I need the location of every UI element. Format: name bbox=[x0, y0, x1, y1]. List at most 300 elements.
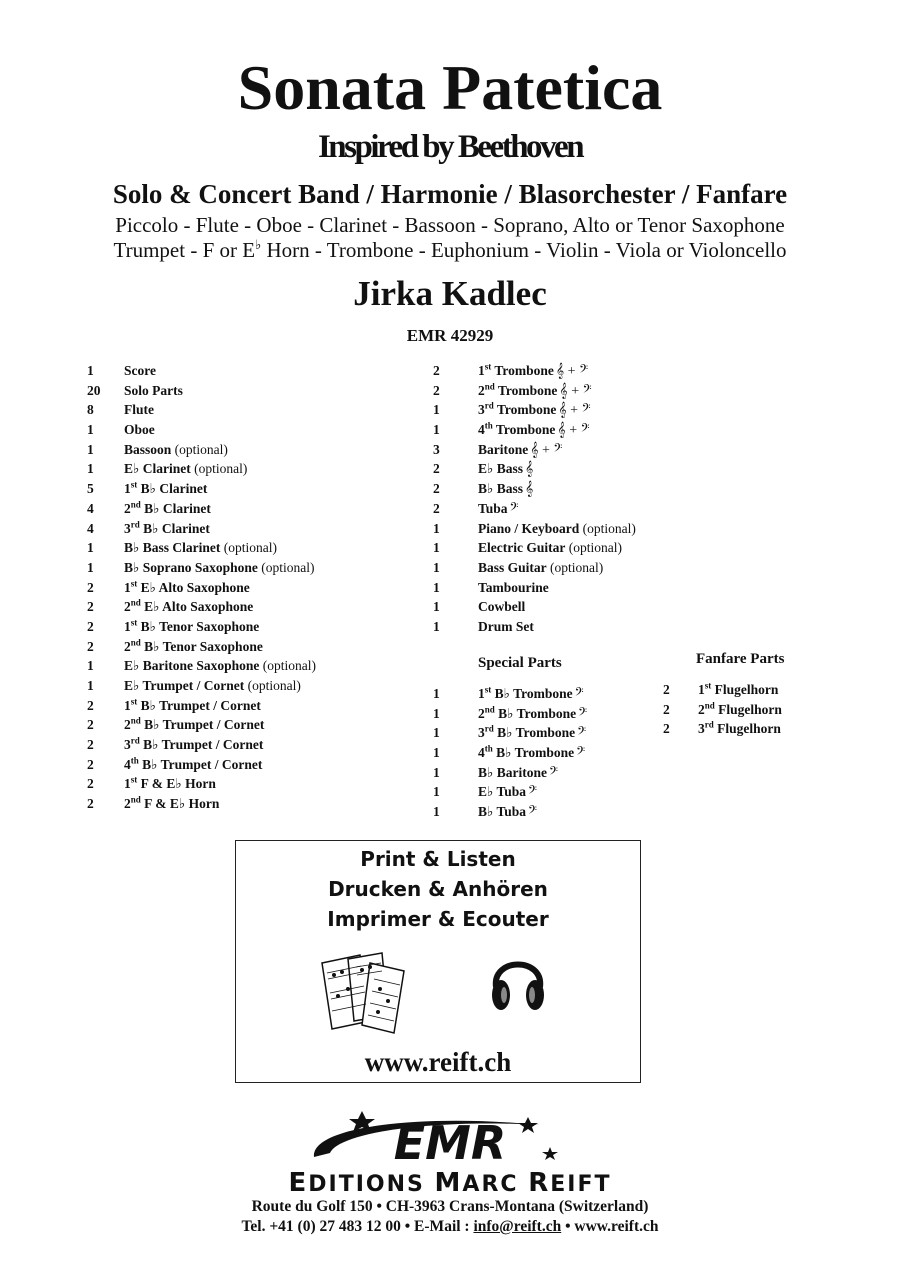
special-parts-heading: Special Parts bbox=[478, 655, 562, 671]
part-instrument: Trombone bbox=[516, 705, 577, 721]
part-instrument: Trumpet / Cornet bbox=[162, 717, 265, 733]
part-key: E♭ bbox=[124, 678, 140, 693]
part-quantity: 2 bbox=[87, 717, 94, 733]
part-name bbox=[124, 479, 207, 499]
part-instrument: Horn bbox=[185, 776, 216, 792]
part-quantity: 2 bbox=[87, 737, 94, 753]
part-ordinal: 3 bbox=[698, 721, 705, 737]
part-instrument: Bass Guitar bbox=[478, 559, 547, 575]
part-instrument: Oboe bbox=[124, 422, 155, 438]
email-link[interactable]: info@reift.ch bbox=[473, 1218, 562, 1235]
part-row bbox=[433, 361, 636, 381]
part-ordinal: 3 bbox=[124, 520, 131, 536]
promo-line-2: Drucken & Anhören bbox=[328, 877, 548, 901]
part-row bbox=[87, 676, 316, 696]
part-row bbox=[433, 617, 636, 637]
part-quantity: 2 bbox=[87, 697, 94, 713]
part-ordinal-suffix: rd bbox=[484, 723, 494, 734]
part-name bbox=[124, 578, 250, 598]
part-row bbox=[87, 400, 316, 420]
part-key: B♭ bbox=[140, 697, 156, 713]
part-row bbox=[87, 774, 316, 794]
part-quantity: 1 bbox=[87, 678, 94, 693]
part-quantity: 2 bbox=[87, 599, 94, 615]
parts-list-right bbox=[433, 361, 636, 637]
part-ordinal-suffix: nd bbox=[704, 700, 715, 711]
clef-icon: 𝄢 bbox=[574, 687, 584, 702]
part-name bbox=[478, 578, 549, 598]
part-name bbox=[478, 499, 519, 520]
part-name bbox=[124, 519, 210, 539]
part-ordinal: 1 bbox=[124, 579, 131, 595]
promo-line-1: Print & Listen bbox=[360, 847, 516, 871]
part-optional: (optional) bbox=[259, 658, 317, 674]
part-row bbox=[433, 479, 636, 499]
part-ordinal: 2 bbox=[478, 382, 485, 398]
special-parts-list bbox=[433, 684, 587, 822]
part-instrument: Alto Saxophone bbox=[162, 599, 254, 615]
part-name bbox=[124, 735, 263, 755]
part-ordinal-suffix: st bbox=[704, 680, 712, 691]
part-ordinal-suffix: nd bbox=[484, 704, 495, 715]
part-quantity: 2 bbox=[663, 721, 670, 737]
catalog-number: EMR 42929 bbox=[406, 326, 494, 345]
part-row bbox=[663, 700, 782, 720]
part-row bbox=[663, 719, 782, 739]
part-quantity: 1 bbox=[433, 618, 440, 634]
part-instrument: Trumpet / Cornet bbox=[142, 678, 245, 693]
part-name bbox=[478, 361, 588, 382]
part-instrument: Solo Parts bbox=[124, 382, 183, 398]
part-quantity: 1 bbox=[433, 559, 440, 575]
part-instrument: Trombone bbox=[497, 382, 558, 398]
part-ordinal-suffix: st bbox=[130, 578, 138, 589]
part-optional: (optional) bbox=[565, 540, 622, 556]
part-ordinal-suffix: th bbox=[484, 743, 493, 754]
part-quantity: 4 bbox=[87, 500, 94, 516]
clef-icon: 𝄢 bbox=[578, 706, 588, 722]
part-name bbox=[124, 381, 183, 401]
part-key: F & E♭ bbox=[140, 776, 182, 792]
clef-icon: 𝄞 + 𝄢 bbox=[558, 403, 591, 419]
part-name bbox=[124, 440, 228, 460]
part-ordinal: 1 bbox=[124, 618, 131, 634]
part-quantity: 1 bbox=[433, 725, 440, 741]
part-row bbox=[433, 684, 587, 704]
part-instrument: Trombone bbox=[513, 686, 573, 701]
part-ordinal: 1 bbox=[478, 686, 485, 701]
part-name bbox=[124, 459, 247, 479]
part-row bbox=[87, 479, 316, 499]
part-name bbox=[478, 400, 591, 421]
part-ordinal: 2 bbox=[698, 701, 705, 717]
part-quantity: 2 bbox=[87, 796, 94, 812]
part-row bbox=[87, 735, 316, 755]
part-name bbox=[124, 715, 264, 735]
part-quantity: 1 bbox=[433, 540, 440, 556]
part-ordinal-suffix: rd bbox=[130, 519, 140, 529]
fanfare-parts-heading: Fanfare Parts bbox=[696, 651, 785, 667]
part-quantity: 1 bbox=[433, 764, 440, 780]
part-key: B♭ bbox=[144, 500, 160, 516]
part-ordinal: 3 bbox=[478, 725, 485, 741]
part-ordinal: 2 bbox=[478, 705, 485, 721]
part-instrument: Horn bbox=[188, 796, 220, 812]
part-name bbox=[124, 617, 259, 637]
part-row bbox=[433, 802, 587, 822]
part-row bbox=[433, 400, 636, 420]
part-instrument: Trombone bbox=[515, 725, 576, 741]
fanfare-parts-list bbox=[663, 680, 782, 739]
clef-icon: 𝄞 bbox=[525, 462, 534, 478]
part-quantity: 1 bbox=[433, 705, 440, 721]
part-quantity: 2 bbox=[433, 382, 440, 398]
part-name bbox=[124, 400, 154, 420]
part-ordinal-suffix: nd bbox=[484, 381, 495, 392]
clef-icon: 𝄞 bbox=[525, 482, 534, 498]
part-ordinal-suffix: rd bbox=[130, 735, 140, 746]
part-ordinal-suffix: rd bbox=[484, 400, 494, 411]
part-ordinal-suffix: st bbox=[130, 617, 138, 628]
part-ordinal: 1 bbox=[124, 697, 131, 713]
part-name bbox=[124, 361, 156, 381]
part-ordinal: 2 bbox=[124, 599, 131, 615]
part-quantity: 1 bbox=[433, 599, 440, 615]
part-row bbox=[433, 597, 636, 617]
part-row bbox=[87, 420, 316, 440]
part-row bbox=[87, 637, 316, 657]
part-instrument: Tuba bbox=[496, 784, 527, 800]
part-instrument: Piano / Keyboard bbox=[478, 520, 580, 536]
part-name bbox=[124, 656, 316, 676]
part-instrument: Drum Set bbox=[478, 618, 534, 634]
part-instrument: Flugelhorn bbox=[717, 721, 781, 737]
part-key: B♭ bbox=[478, 481, 494, 497]
publisher-contact: Tel. +41 (0) 27 483 12 00 • E-Mail : info@reift.ch • www.reift.ch bbox=[241, 1218, 659, 1235]
part-optional: (optional) bbox=[244, 678, 301, 693]
part-quantity: 1 bbox=[433, 402, 440, 418]
part-optional: (optional) bbox=[171, 441, 228, 457]
part-ordinal-suffix: th bbox=[130, 755, 139, 766]
part-instrument: Trumpet / Cornet bbox=[160, 756, 263, 772]
part-ordinal: 4 bbox=[478, 422, 485, 438]
part-name bbox=[124, 558, 315, 578]
part-instrument: Baritone bbox=[496, 764, 547, 780]
part-key: E♭ bbox=[124, 461, 140, 477]
part-row bbox=[433, 538, 636, 558]
part-instrument: Trombone bbox=[495, 422, 556, 438]
part-name bbox=[478, 743, 585, 764]
part-row bbox=[87, 499, 316, 519]
part-ordinal-suffix: nd bbox=[130, 499, 141, 510]
part-quantity: 1 bbox=[87, 363, 94, 378]
part-ordinal-suffix: nd bbox=[130, 715, 141, 726]
part-name bbox=[478, 704, 587, 725]
print-listen-box bbox=[235, 840, 641, 1083]
parts-list-left bbox=[87, 361, 316, 814]
part-key: B♭ bbox=[142, 756, 158, 772]
publisher-name: EDITIONS MARC REIFT bbox=[288, 1168, 612, 1198]
part-name bbox=[478, 802, 537, 823]
part-ordinal-suffix: st bbox=[484, 684, 492, 695]
part-ordinal: 2 bbox=[124, 717, 131, 733]
part-instrument: Flugelhorn bbox=[714, 682, 779, 697]
part-quantity: 1 bbox=[433, 422, 440, 438]
composer: Jirka Kadlec bbox=[353, 274, 547, 313]
title: Sonata Patetica bbox=[237, 52, 663, 123]
part-row bbox=[433, 743, 587, 763]
part-name bbox=[478, 381, 592, 402]
part-quantity: 2 bbox=[87, 579, 94, 595]
part-ordinal-suffix: nd bbox=[130, 637, 141, 648]
clef-icon: 𝄞 + 𝄢 bbox=[559, 383, 592, 399]
part-name bbox=[124, 597, 253, 617]
part-quantity: 2 bbox=[87, 776, 94, 792]
part-quantity: 1 bbox=[87, 441, 94, 457]
part-optional: (optional) bbox=[190, 461, 248, 477]
part-key: B♭ bbox=[494, 686, 510, 701]
part-instrument: Bassoon bbox=[124, 441, 172, 457]
part-name bbox=[478, 459, 533, 480]
clef-icon: 𝄞 + 𝄢 bbox=[555, 364, 589, 379]
clef-icon: 𝄢 bbox=[528, 785, 538, 801]
part-name bbox=[478, 782, 537, 803]
part-quantity: 2 bbox=[663, 682, 670, 697]
part-row bbox=[433, 381, 636, 401]
part-instrument: Score bbox=[124, 363, 156, 378]
part-name bbox=[478, 597, 525, 617]
part-instrument: Soprano Saxophone bbox=[142, 559, 258, 575]
solo-instruments-line-1: Piccolo - Flute - Oboe - Clarinet - Bassoon - Soprano, Alto or Tenor Saxophone bbox=[115, 213, 785, 237]
part-quantity: 1 bbox=[433, 520, 440, 536]
headphones-icon bbox=[488, 949, 548, 1015]
part-quantity: 2 bbox=[87, 756, 94, 772]
part-ordinal: 3 bbox=[478, 402, 485, 418]
part-quantity: 2 bbox=[433, 500, 440, 516]
clef-icon: 𝄢 bbox=[528, 805, 538, 821]
part-key: F & E♭ bbox=[144, 796, 186, 812]
part-instrument: Trumpet / Cornet bbox=[159, 697, 261, 713]
part-ordinal: 1 bbox=[698, 682, 705, 697]
part-instrument: Flute bbox=[124, 402, 154, 418]
solo-instruments-line-2: Trumpet - F or E♭ Horn - Trombone - Euphonium - Violin - Viola or Violoncello bbox=[113, 237, 787, 262]
part-ordinal-suffix: nd bbox=[130, 597, 141, 608]
part-key: B♭ bbox=[124, 559, 140, 575]
part-instrument: Clarinet bbox=[159, 481, 208, 497]
part-row bbox=[87, 696, 316, 716]
part-key: B♭ bbox=[498, 705, 514, 721]
part-quantity: 1 bbox=[87, 559, 94, 575]
part-instrument: Trombone bbox=[496, 402, 557, 418]
website-url[interactable]: www.reift.ch bbox=[364, 1047, 512, 1077]
part-instrument: Tenor Saxophone bbox=[162, 638, 263, 654]
part-key: B♭ bbox=[478, 764, 494, 780]
part-key: B♭ bbox=[124, 540, 140, 556]
part-row bbox=[433, 723, 587, 743]
part-optional: (optional) bbox=[546, 559, 604, 575]
part-row bbox=[87, 538, 316, 558]
part-name bbox=[478, 763, 558, 784]
part-name bbox=[478, 519, 636, 539]
part-ordinal: 4 bbox=[478, 745, 485, 761]
part-quantity: 2 bbox=[87, 638, 94, 654]
part-row bbox=[87, 617, 316, 637]
part-row bbox=[87, 755, 316, 775]
clef-icon: 𝄢 bbox=[549, 765, 559, 781]
part-instrument: Flugelhorn bbox=[718, 701, 782, 717]
part-row bbox=[87, 715, 316, 735]
part-ordinal: 2 bbox=[124, 638, 131, 654]
part-name bbox=[478, 617, 534, 637]
part-key: B♭ bbox=[497, 725, 513, 741]
part-optional: (optional) bbox=[220, 540, 277, 556]
part-row bbox=[87, 794, 316, 814]
part-name bbox=[124, 420, 155, 440]
part-instrument: Bass bbox=[496, 481, 524, 497]
part-quantity: 4 bbox=[87, 520, 94, 536]
part-instrument: Tenor Saxophone bbox=[159, 618, 260, 634]
part-quantity: 2 bbox=[433, 461, 440, 477]
part-key: B♭ bbox=[143, 737, 159, 753]
clef-icon: 𝄞 + 𝄢 bbox=[557, 423, 590, 439]
emr-logo-text: EMR bbox=[393, 1116, 507, 1170]
part-row bbox=[663, 680, 782, 700]
part-instrument: Baritone bbox=[478, 441, 529, 457]
part-quantity: 1 bbox=[87, 540, 94, 556]
part-instrument: Electric Guitar bbox=[478, 540, 566, 556]
part-quantity: 1 bbox=[433, 804, 440, 820]
part-quantity: 5 bbox=[87, 481, 94, 497]
part-ordinal-suffix: st bbox=[484, 361, 492, 372]
clef-icon: 𝄢 bbox=[576, 746, 586, 762]
part-row bbox=[433, 440, 636, 460]
part-row bbox=[433, 499, 636, 519]
part-row bbox=[87, 361, 316, 381]
part-name bbox=[124, 696, 261, 716]
part-key: B♭ bbox=[143, 520, 159, 536]
clef-icon: 𝄢 bbox=[577, 726, 587, 742]
part-quantity: 1 bbox=[433, 745, 440, 761]
part-name bbox=[478, 558, 603, 578]
part-quantity: 1 bbox=[87, 461, 94, 477]
part-ordinal: 2 bbox=[124, 500, 131, 516]
part-instrument: Tuba bbox=[496, 804, 527, 820]
part-name bbox=[698, 680, 778, 700]
part-ordinal-suffix: st bbox=[130, 696, 138, 707]
part-ordinal: 4 bbox=[124, 756, 131, 772]
part-name bbox=[478, 684, 584, 705]
part-name bbox=[124, 637, 263, 657]
part-ordinal: 3 bbox=[124, 737, 131, 753]
publisher-address: Route du Golf 150 • CH-3963 Crans-Montana (Switzerland) bbox=[251, 1198, 649, 1215]
ensemble-line: Solo & Concert Band / Harmonie / Blasorchester / Fanfare bbox=[112, 179, 788, 209]
part-ordinal-suffix: nd bbox=[130, 794, 141, 805]
part-ordinal: 1 bbox=[124, 481, 131, 497]
part-row bbox=[87, 558, 316, 578]
part-optional: (optional) bbox=[579, 520, 636, 536]
part-name bbox=[124, 676, 301, 696]
part-name bbox=[478, 420, 590, 441]
part-row bbox=[87, 597, 316, 617]
part-instrument: Baritone Saxophone bbox=[142, 658, 260, 674]
part-instrument: Trumpet / Cornet bbox=[161, 737, 264, 753]
part-row bbox=[87, 578, 316, 598]
part-key: B♭ bbox=[140, 618, 156, 634]
part-ordinal-suffix: st bbox=[130, 774, 138, 785]
part-row bbox=[87, 440, 316, 460]
promo-line-3: Imprimer & Ecouter bbox=[327, 907, 549, 931]
part-name bbox=[124, 538, 277, 558]
part-ordinal: 1 bbox=[478, 363, 485, 378]
clef-icon: 𝄞 + 𝄢 bbox=[530, 442, 563, 458]
part-key: B♭ bbox=[496, 745, 512, 761]
part-quantity: 1 bbox=[433, 686, 440, 701]
part-quantity: 8 bbox=[87, 402, 94, 418]
part-instrument: Tuba bbox=[478, 500, 508, 516]
part-key: B♭ bbox=[144, 638, 160, 654]
part-quantity: 1 bbox=[87, 422, 94, 438]
part-quantity: 2 bbox=[433, 363, 440, 378]
part-row bbox=[433, 704, 587, 724]
part-instrument: Clarinet bbox=[162, 500, 211, 516]
part-row bbox=[87, 459, 316, 479]
part-row bbox=[433, 519, 636, 539]
part-instrument: Bass Clarinet bbox=[142, 540, 221, 556]
part-name bbox=[124, 755, 262, 775]
part-key: B♭ bbox=[144, 717, 160, 733]
part-name bbox=[478, 538, 622, 558]
part-name bbox=[698, 700, 782, 720]
part-instrument: Bass bbox=[496, 461, 524, 477]
part-row bbox=[433, 578, 636, 598]
part-row bbox=[87, 519, 316, 539]
part-name bbox=[478, 440, 562, 461]
part-quantity: 1 bbox=[433, 579, 440, 595]
part-row bbox=[87, 381, 316, 401]
part-ordinal-suffix: st bbox=[130, 479, 138, 490]
part-name bbox=[478, 723, 586, 744]
part-row bbox=[433, 459, 636, 479]
part-quantity: 2 bbox=[663, 701, 670, 717]
part-key: B♭ bbox=[478, 804, 494, 820]
part-optional: (optional) bbox=[257, 559, 315, 575]
part-instrument: Cowbell bbox=[478, 599, 526, 615]
part-key: B♭ bbox=[140, 481, 156, 497]
part-quantity: 2 bbox=[87, 618, 94, 634]
part-ordinal: 1 bbox=[124, 776, 131, 792]
part-row bbox=[433, 782, 587, 802]
part-row bbox=[433, 420, 636, 440]
part-name bbox=[124, 499, 211, 519]
part-quantity: 1 bbox=[87, 658, 94, 674]
part-row bbox=[433, 558, 636, 578]
part-quantity: 1 bbox=[433, 784, 440, 800]
part-row bbox=[433, 763, 587, 783]
emr-logo bbox=[300, 1105, 600, 1171]
part-instrument: Trombone bbox=[494, 363, 554, 378]
part-instrument: Clarinet bbox=[161, 520, 210, 536]
part-ordinal-suffix: rd bbox=[704, 719, 714, 730]
part-name bbox=[124, 794, 219, 814]
clef-icon: 𝄢 bbox=[509, 501, 519, 517]
part-quantity: 2 bbox=[433, 481, 440, 497]
part-ordinal-suffix: th bbox=[484, 420, 493, 431]
part-instrument: Tambourine bbox=[478, 579, 549, 595]
part-quantity: 20 bbox=[87, 382, 101, 398]
part-name bbox=[698, 719, 781, 739]
part-ordinal: 2 bbox=[124, 796, 131, 812]
part-quantity: 3 bbox=[433, 441, 440, 457]
